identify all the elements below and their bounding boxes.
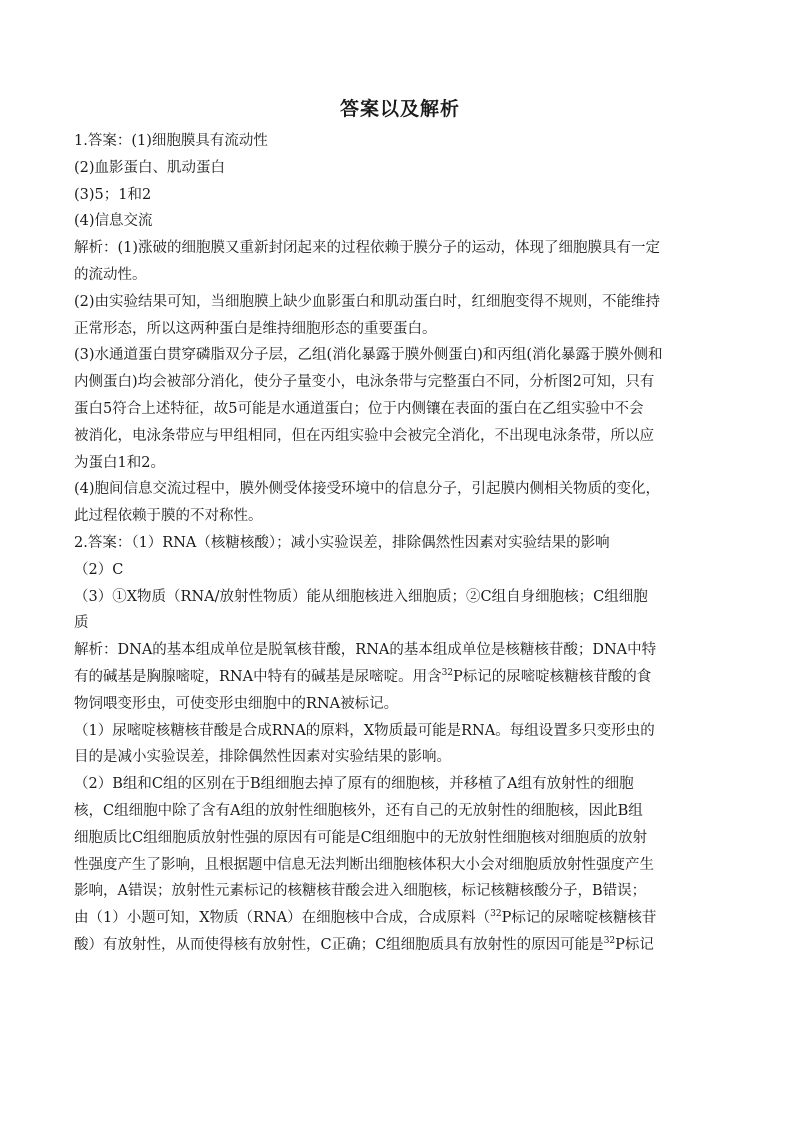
text-segment: 由（1）小题可知，X物质（RNA）在细胞核中合成，合成原料（: [74, 910, 491, 927]
isotope-superscript: 32: [490, 909, 502, 920]
text-line: [74, 905, 726, 932]
text-line: 解析：(1)涨破的细胞膜又重新封闭起来的过程依赖于膜分子的运动，体现了细胞膜具有一定: [74, 240, 661, 257]
text-segment: P标记: [615, 936, 654, 953]
text-line: 影响，A错误；放射性元素标记的核糖核苷酸会进入细胞核，标记核糖核酸分子，B错误；: [74, 883, 647, 900]
text-line: 解析：DNA的基本组成单位是脱氧核苷酸，RNA的基本组成单位是核糖核苷酸；DNA中特: [74, 642, 657, 659]
text-line: [74, 932, 726, 959]
text-line: (3)5；1和2: [74, 186, 152, 203]
text-line: [74, 664, 726, 691]
text-line: (2)由实验结果可知，当细胞膜上缺少血影蛋白和肌动蛋白时，红细胞变得不规则，不能维持: [74, 293, 661, 310]
isotope-superscript: 32: [603, 935, 616, 946]
text-line: 目的是减小实验误差，排除偶然性因素对实验结果的影响。: [74, 749, 451, 766]
text-line: 细胞质比C组细胞质放射性强的原因有可能是C组细胞中的无放射性细胞核对细胞质的放射: [74, 829, 648, 846]
text-line: 1.答案：(1)细胞膜具有流动性: [74, 133, 268, 149]
text-line: 内侧蛋白)均会被部分消化，使分子量变小，电泳条带与完整蛋白不同，分析图2可知，只有: [74, 374, 655, 391]
text-segment: P标记的尿嘧啶核糖核苷酸的食: [453, 668, 652, 685]
text-line: 此过程依赖于膜的不对称性。: [74, 508, 263, 525]
text-line: 被消化，电泳条带应与甲组相同，但在丙组实验中会被完全消化，不出现电泳条带，所以应: [74, 427, 654, 444]
text-line: (4)胞间信息交流过程中，膜外侧受体接受环境中的信息分子，引起膜内侧相关物质的变化，: [74, 481, 661, 498]
text-segment: P标记的尿嘧啶核糖核苷: [501, 910, 657, 927]
text-line: 的流动性。: [74, 266, 147, 283]
text-line: （2）B组和C组的区别在于B组细胞去掉了原有的细胞核，并移植了A组有放射性的细胞: [74, 776, 634, 793]
text-line: (3)水通道蛋白贯穿磷脂双分子层，乙组(消化暴露于膜外侧蛋白)和丙组(消化暴露于膜外侧和: [74, 347, 663, 364]
isotope-superscript: 32: [441, 667, 454, 678]
text-line: 2.答案：（1）RNA（核糖核酸）；减小实验误差，排除偶然性因素对实验结果的影响: [74, 534, 610, 551]
text-line: 蛋白5符合上述特征，故5可能是水通道蛋白；位于内侧镶在表面的蛋白在乙组实验中不会: [74, 400, 644, 417]
text-line: 性强度产生了影响，且根据题中信息无法判断出细胞核体积大小会对细胞质放射性强度产生: [74, 856, 654, 873]
text-line: (2)血影蛋白、肌动蛋白: [74, 159, 226, 176]
text-line: 正常形态，所以这两种蛋白是维持细胞形态的重要蛋白。: [74, 320, 437, 337]
text-line: 质: [74, 615, 89, 632]
text-segment: 酸）有放射性，从而使得核有放射性，C正确；C组细胞质具有放射性的原因可能是: [74, 936, 604, 953]
text-line: (4)信息交流: [74, 213, 153, 230]
text-line: （2）C: [74, 561, 124, 578]
answer-document: [74, 96, 726, 959]
text-line: （3）①X物质（RNA/放射性物质）能从细胞核进入细胞质；②C组自身细胞核；C组细胞: [74, 588, 648, 605]
page-title: 答案以及解析: [339, 98, 460, 120]
text-line: 为蛋白1和2。: [74, 454, 165, 471]
text-line: 核，C组细胞中除了含有A组的放射性细胞核外，还有自己的无放射性的细胞核，因此B组: [74, 802, 643, 819]
text-line: 物饲喂变形虫，可使变形虫细胞中的RNA被标记。: [74, 695, 399, 712]
text-line: （1）尿嘧啶核糖核苷酸是合成RNA的原料，X物质最可能是RNA。每组设置多只变形虫的: [74, 722, 655, 739]
text-segment: 有的碱基是胸腺嘧啶，RNA中特有的碱基是尿嘧啶。用含: [74, 668, 442, 685]
